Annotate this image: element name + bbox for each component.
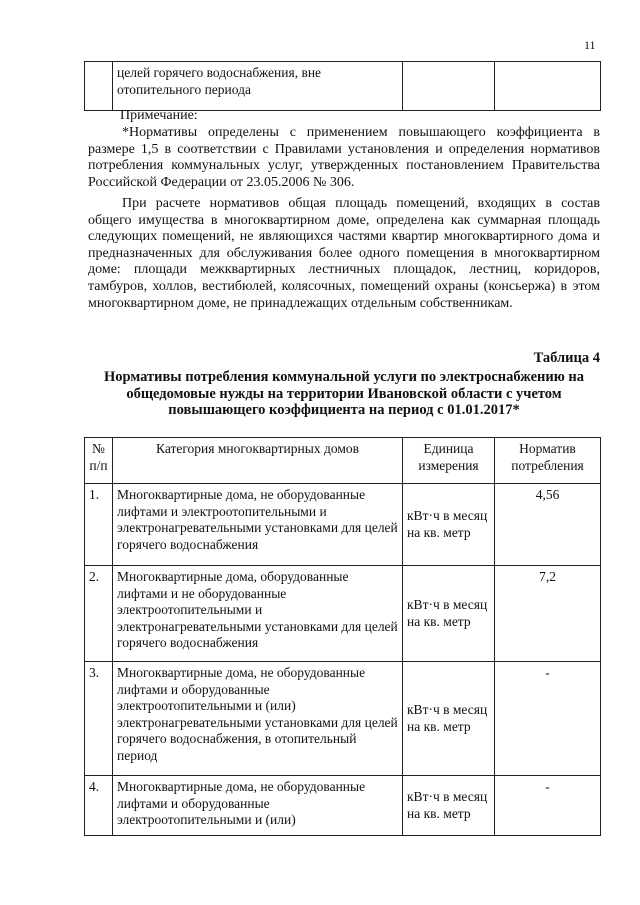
row-value: - [495,776,601,836]
coefficient-note: *Нормативы определены с применением повышающего коэффициента в размере 1,5 в соответствии с Правилами установления и определения нормативов потребления коммунальных услуг, утвержденных постановлением Правительства Российской Федерации от 23.05.2006 № 306. [88,125,600,190]
row-category: Многоквартирные дома, оборудованные лифтами и не оборудованные электроотопительными и электронагревательными установками для целей горячего водоснабжения [113,566,403,662]
row-number-cell [85,62,113,111]
continued-table [84,61,601,111]
row-value: - [495,662,601,776]
row-category: Многоквартирные дома, не оборудованные лифтами и оборудованные электроотопительными и (или) электронагревательными установками для целей горячего водоснабжения, в отопительный период [113,662,403,776]
row-unit: кВт·ч в месяц на кв. метр [403,566,495,662]
row-unit: кВт·ч в месяц на кв. метр [403,662,495,776]
table-header-row [85,438,601,484]
table-row [85,662,601,776]
table-row [85,62,601,111]
value-cell [495,62,601,111]
table-row [85,566,601,662]
area-calculation-note: При расчете нормативов общая площадь помещений, входящих в состав общего имущества в многоквартирном доме, определена как суммарная площадь следующих помещений, не являющихся частями квартир многоквартирного дома и предназначенных для обслуживания более одного помещения в многоквартирном доме: площади межквартирных лестничных площадок, лестниц, коридоров, тамбуров, холлов, вестибюлей, колясочных, помещений охраны (консьержа) в этом многоквартирном доме, не принадлежащих отдельным собственникам. [88,196,600,311]
row-unit: кВт·ч в месяц на кв. метр [403,484,495,566]
table-label: Таблица 4 [533,350,600,366]
norms-table [84,437,601,836]
row-number: 1. [85,484,113,566]
header-norm: Норматив потребления [495,438,601,484]
row-value: 7,2 [495,566,601,662]
header-num: № п/п [85,438,113,484]
table-row [85,484,601,566]
row-category: Многоквартирные дома, не оборудованные лифтами и оборудованные электроотопительными и (или) [113,776,403,836]
note-label: Примечание: [120,108,198,123]
row-number: 4. [85,776,113,836]
row-number: 3. [85,662,113,776]
row-category: Многоквартирные дома, не оборудованные лифтами и электроотопительными и электронагревательными установками для целей горячего водоснабжения [113,484,403,566]
page-number: 11 [584,38,596,52]
table-row [85,776,601,836]
category-cell: целей горячего водоснабжения, вне отопительного периода [113,62,403,111]
row-unit: кВт·ч в месяц на кв. метр [403,776,495,836]
unit-cell [403,62,495,111]
row-number: 2. [85,566,113,662]
header-unit: Единица измерения [403,438,495,484]
table-title: Нормативы потребления коммунальной услуги по электроснабжению на общедомовые нужды на территории Ивановской области с учетом повышающего коэффициента на период с 01.01.2017* [103,369,585,418]
row-value: 4,56 [495,484,601,566]
header-category: Категория многоквартирных домов [113,438,403,484]
